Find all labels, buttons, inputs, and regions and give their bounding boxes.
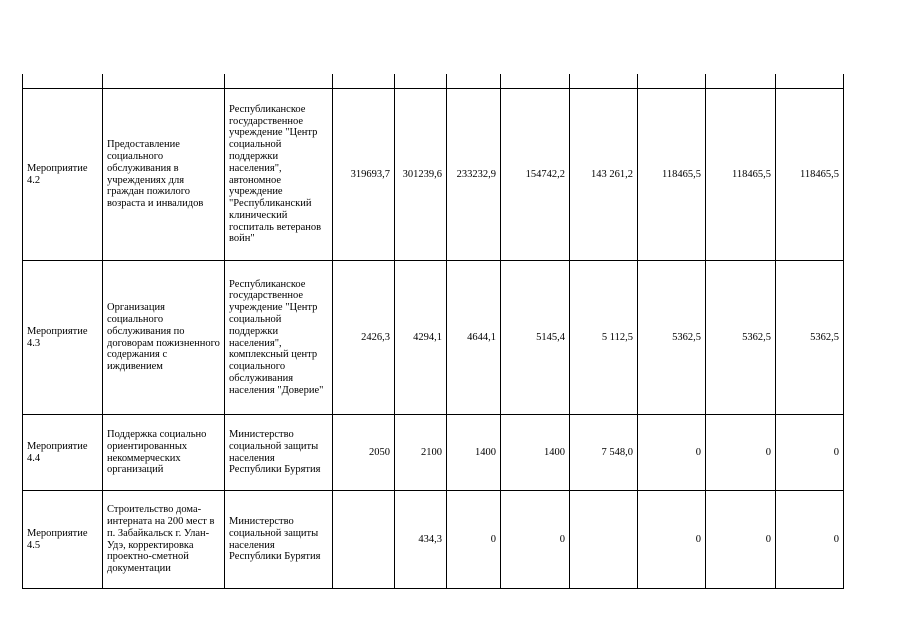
- measure-executor: Министерство социальной защиты населения Республики Бурятия: [225, 415, 333, 491]
- value-cell: 301239,6: [395, 89, 447, 261]
- value-cell: 143 261,2: [570, 89, 638, 261]
- measure-executor: Республиканское государственное учреждение "Центр социальной поддержки населения", комплексный центр социального обслуживания населения "Доверие": [225, 261, 333, 415]
- value-cell: 233232,9: [447, 89, 501, 261]
- value-cell: 5362,5: [706, 261, 776, 415]
- column-rule: [637, 74, 638, 88]
- column-rule: [775, 74, 776, 88]
- value-cell: 434,3: [395, 491, 447, 589]
- value-cell: [570, 491, 638, 589]
- column-rule: [332, 74, 333, 88]
- value-cell: 1400: [447, 415, 501, 491]
- measure-code: Мероприятие 4.3: [23, 261, 103, 415]
- measure-executor: Республиканское государственное учреждение "Центр социальной поддержки населения", автономное учреждение "Республиканский клинический госпиталь ветеранов войн": [225, 89, 333, 261]
- table-row: [23, 89, 844, 261]
- column-rule: [22, 74, 23, 88]
- value-cell: 319693,7: [333, 89, 395, 261]
- table-row: [23, 415, 844, 491]
- value-cell: 0: [638, 491, 706, 589]
- value-cell: 4294,1: [395, 261, 447, 415]
- column-rule: [446, 74, 447, 88]
- value-cell: 118465,5: [776, 89, 844, 261]
- value-cell: 0: [447, 491, 501, 589]
- table-row: [23, 491, 844, 589]
- value-cell: 2426,3: [333, 261, 395, 415]
- column-rule: [569, 74, 570, 88]
- column-rule: [102, 74, 103, 88]
- value-cell: 5362,5: [776, 261, 844, 415]
- value-cell: 5145,4: [501, 261, 570, 415]
- table-row: [23, 261, 844, 415]
- value-cell: [333, 491, 395, 589]
- measure-executor: Министерство социальной защиты населения Республики Бурятия: [225, 491, 333, 589]
- value-cell: 7 548,0: [570, 415, 638, 491]
- column-rule: [705, 74, 706, 88]
- measure-description: Строительство дома-интерната на 200 мест в п. Забайкальск г. Улан-Удэ, корректировка проектно-сметной документации: [103, 491, 225, 589]
- value-cell: 5 112,5: [570, 261, 638, 415]
- value-cell: 0: [638, 415, 706, 491]
- column-rule: [224, 74, 225, 88]
- measure-description: Поддержка социально ориентированных некоммерческих организаций: [103, 415, 225, 491]
- column-rule: [500, 74, 501, 88]
- measure-description: Предоставление социального обслуживания в учреждениях для граждан пожилого возраста и инвалидов: [103, 89, 225, 261]
- value-cell: 4644,1: [447, 261, 501, 415]
- measure-code: Мероприятие 4.5: [23, 491, 103, 589]
- value-cell: 2050: [333, 415, 395, 491]
- measure-code: Мероприятие 4.4: [23, 415, 103, 491]
- value-cell: 0: [776, 415, 844, 491]
- measures-table: [22, 88, 844, 589]
- value-cell: 118465,5: [706, 89, 776, 261]
- measure-code: Мероприятие 4.2: [23, 89, 103, 261]
- value-cell: 118465,5: [638, 89, 706, 261]
- value-cell: 0: [501, 491, 570, 589]
- value-cell: 2100: [395, 415, 447, 491]
- measure-description: Организация социального обслуживания по договорам пожизненного содержания с иждивением: [103, 261, 225, 415]
- value-cell: 0: [776, 491, 844, 589]
- value-cell: 0: [706, 415, 776, 491]
- column-rule: [394, 74, 395, 88]
- value-cell: 0: [706, 491, 776, 589]
- value-cell: 154742,2: [501, 89, 570, 261]
- column-rule: [843, 74, 844, 88]
- value-cell: 1400: [501, 415, 570, 491]
- value-cell: 5362,5: [638, 261, 706, 415]
